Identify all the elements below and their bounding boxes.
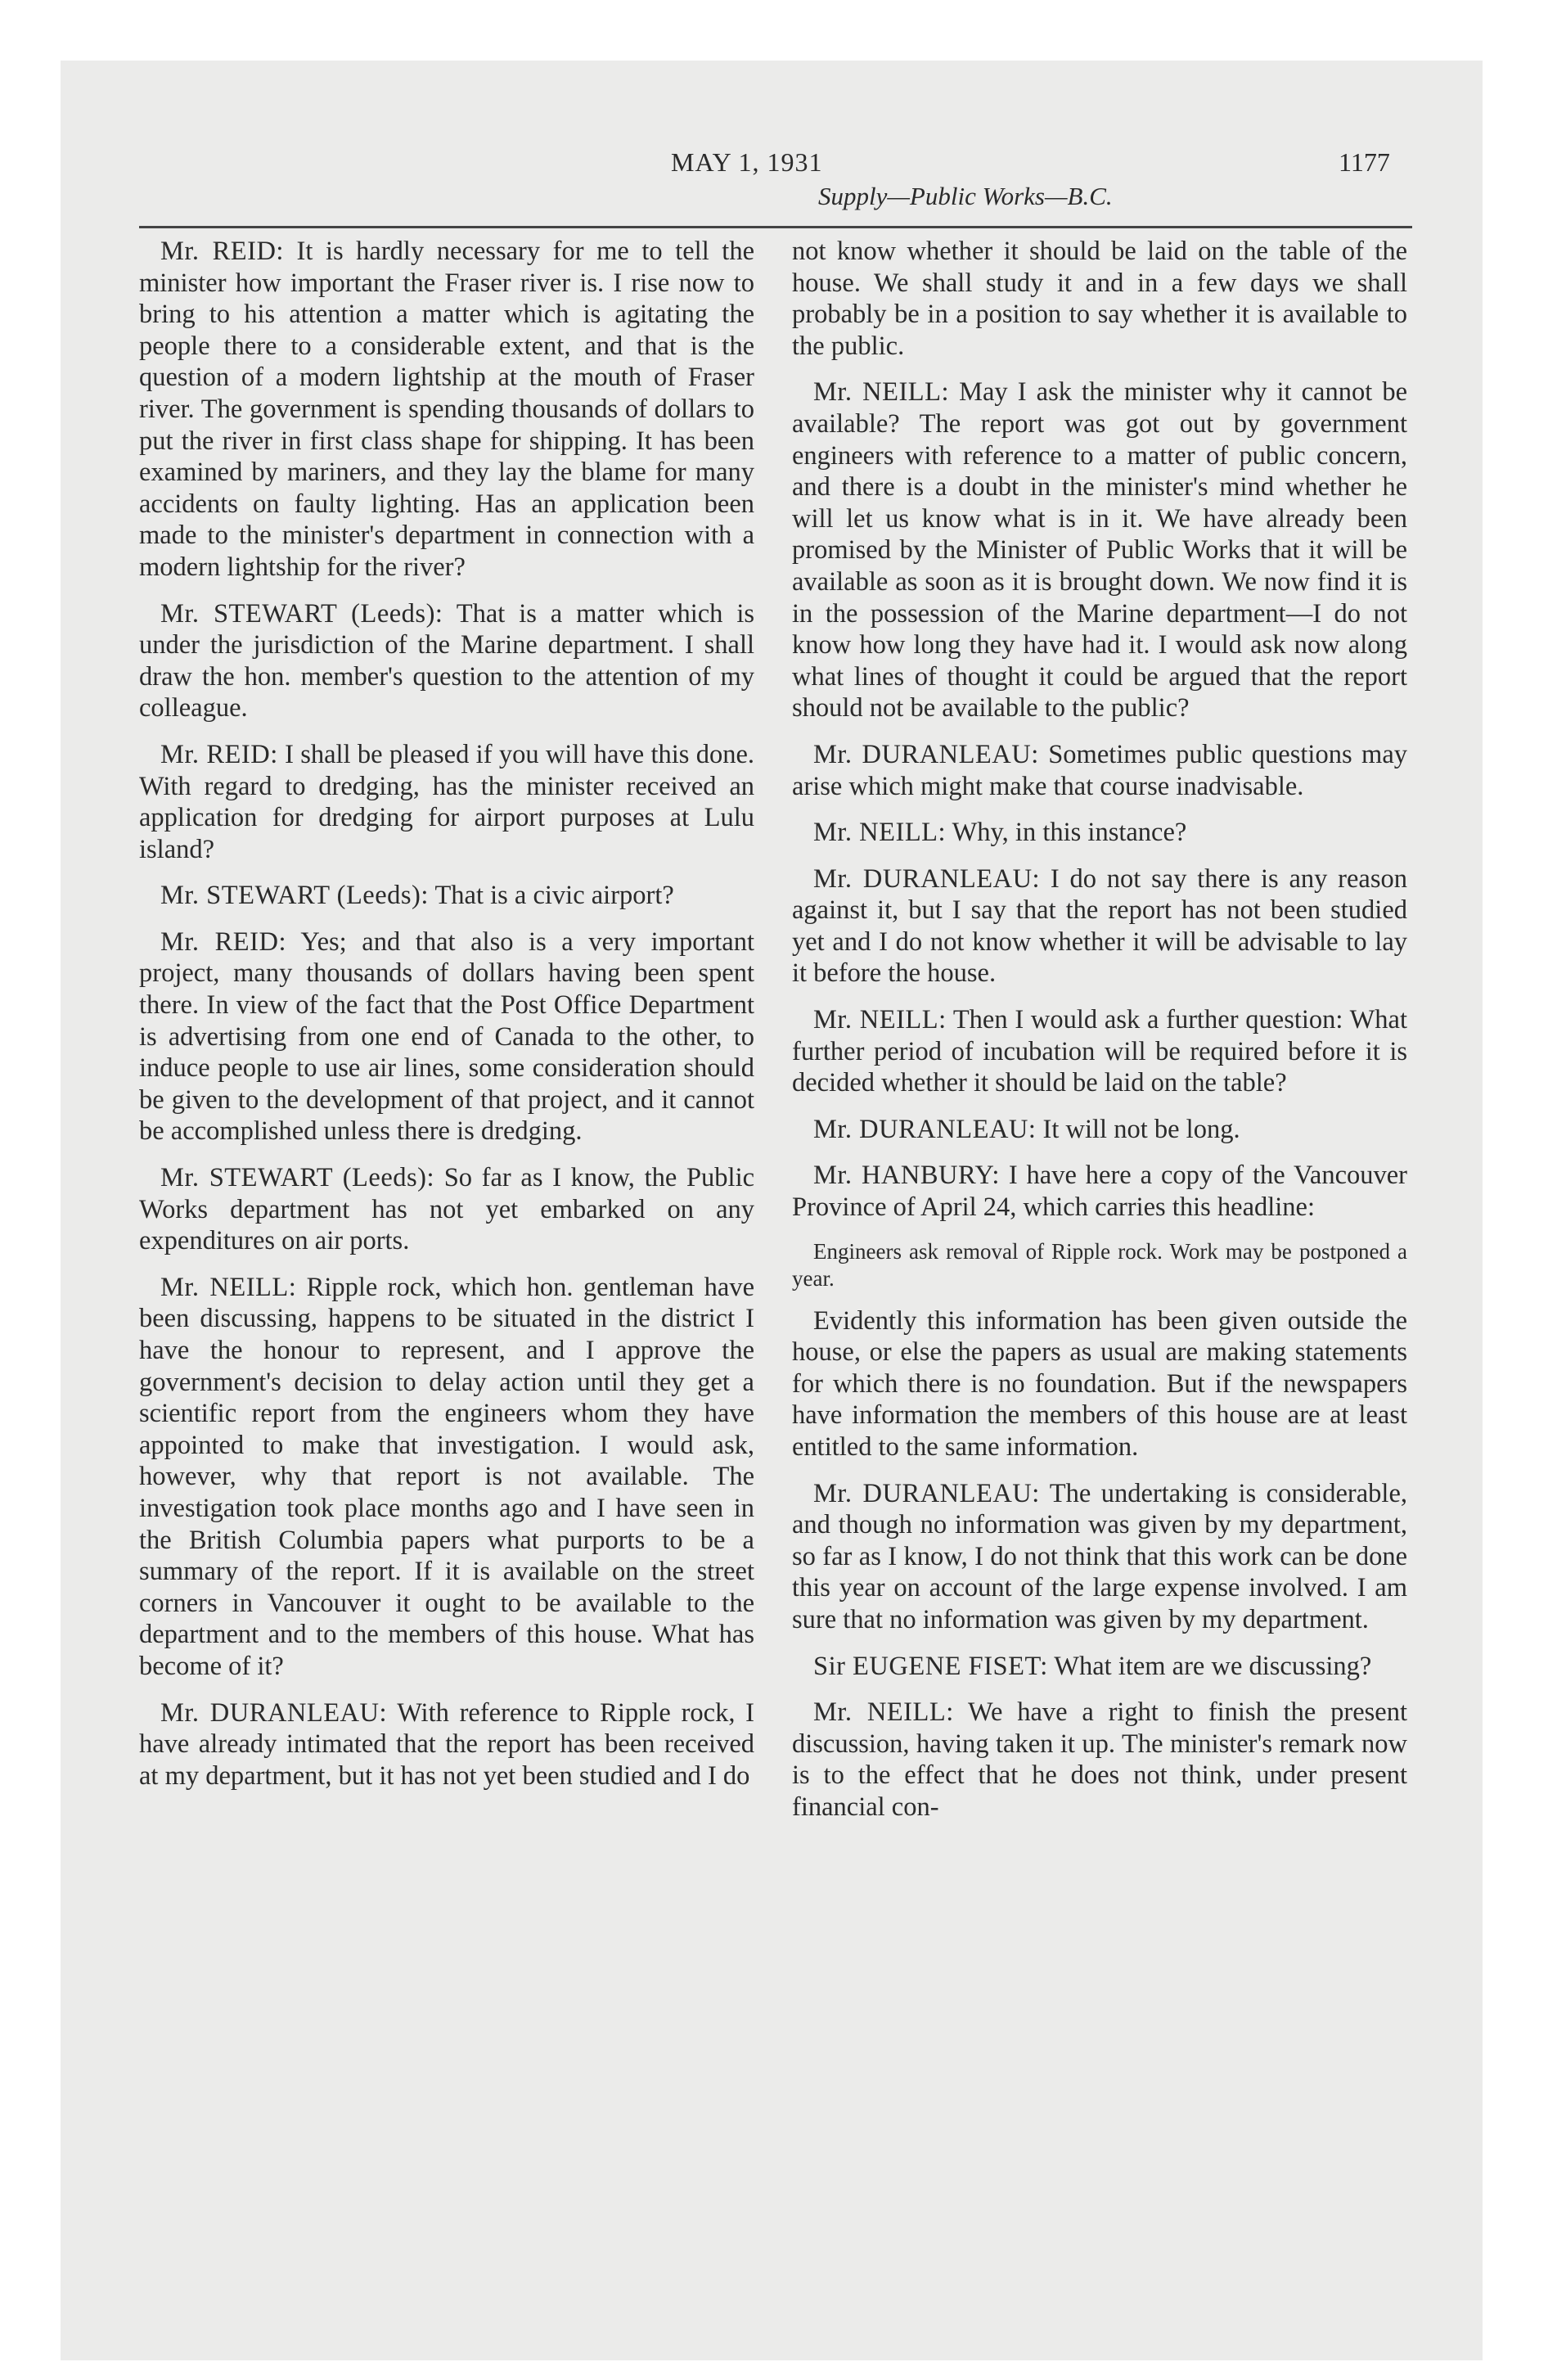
paragraph <box>792 863 1407 989</box>
speaker-name: Mr. REID: <box>160 237 284 266</box>
paragraph-text: That is a matter which is under the jurisdiction of the Marine department. I shall draw the hon. member's question to the attention of my colleague. <box>139 598 754 723</box>
paragraph-text: I shall be pleased if you will have this done. With regard to dredging, has the minister received an application for dredging for airport purposes at Lulu island? <box>139 739 755 864</box>
speaker-name: Mr. DURANLEAU: <box>813 1114 1037 1144</box>
paragraph-text: That is a civic airport? <box>434 881 674 911</box>
speaker-name: Mr. DURANLEAU: <box>813 1478 1040 1508</box>
speaker-name: Mr. STEWART (Leeds): <box>160 881 429 911</box>
speaker-name: Mr. NEILL: <box>813 1005 947 1035</box>
paragraph <box>792 376 1407 724</box>
paragraph <box>792 1004 1407 1099</box>
paragraph-text: It is hardly necessary for me to tell the minister how important the Fraser river is. I rise now to bring to his attention a matter which is agitating the people there to a considerable extent, and that is the question of a modern lightship at the mouth of Fraser river. The government is spending thousands of dollars to put the river in first class shape for shipping. It has been examined by mariners, and they lay the blame for many accidents on faulty lighting. Has an application been made to the minister's department in connection with a modern lightship for the river? <box>139 237 754 582</box>
speaker-name: Mr. NEILL: <box>813 377 950 408</box>
page-number: 1177 <box>1339 147 1390 177</box>
paragraph-text: Why, in this instance? <box>952 818 1187 848</box>
speaker-name: Mr. DURANLEAU: <box>813 863 1041 894</box>
paragraph <box>792 1305 1407 1463</box>
speaker-name: Sir EUGENE FISET: <box>813 1651 1048 1681</box>
paragraph-text: We have a right to finish the present discussion, having taken it up. The minister's remark now is to the effect that he does not think, under present financial con- <box>792 1697 1407 1822</box>
paragraph <box>139 1272 754 1683</box>
paragraph <box>139 1162 754 1257</box>
paragraph-text: Yes; and that also is a very important project, many thousands of dollars having been spent there. In view of the fact that the Post Office Department is advertising from one end of Canada to the other, to induce people to use air lines, some consideration should be given to the development of that project, and it cannot be accomplished unless there is dredging. <box>139 926 755 1147</box>
speaker-name: Mr. NEILL: <box>813 818 947 848</box>
paragraph <box>792 1651 1407 1683</box>
header-rule <box>139 226 1412 228</box>
paragraph-text: Then I would ask a further question: What further period of incubation will be required before it is decided whether it should be laid on the table? <box>792 1005 1407 1098</box>
section-heading: Supply—Public Works—B.C. <box>818 182 1113 210</box>
paragraph <box>139 236 754 584</box>
speaker-name: Mr. REID: <box>160 739 278 769</box>
paragraph-text: It will not be long. <box>1042 1114 1240 1144</box>
paragraph-text: not know whether it should be laid on the table of the house. We shall study it and in a few days we shall probably be in a position to say whether it is available to the public. <box>792 237 1407 361</box>
left-column <box>139 236 754 1806</box>
paragraph <box>139 926 754 1147</box>
paragraph-text: Sometimes public questions may arise which might make that course inadvisable. <box>792 739 1407 801</box>
speaker-name: Mr. STEWART (Leeds): <box>160 1163 434 1193</box>
paragraph <box>139 1697 754 1792</box>
paragraph-text: With reference to Ripple rock, I have already intimated that the report has been received at my department, but it has not yet been studied and I do <box>139 1697 754 1791</box>
paragraph <box>792 236 1407 362</box>
paragraph <box>792 1478 1407 1636</box>
speaker-name: Mr. DURANLEAU: <box>160 1697 388 1728</box>
paragraph-text: Evidently this information has been given outside the house, or else the papers as usual are making statements for which there is no foundation. But if the newspapers have information the members of this house are at least entitled to the same information. <box>792 1305 1407 1462</box>
paragraph <box>792 1160 1407 1223</box>
speaker-name: Mr. DURANLEAU: <box>813 739 1039 769</box>
quoted-headline <box>792 1238 1407 1292</box>
paragraph-text: The undertaking is considerable, and though no information was given by my department, so far as I know, I do not think that this work can be done this year on account of the large expense involved. I am sure that no information was given by my department. <box>792 1478 1408 1634</box>
paragraph-text: I do not say there is any reason against it, but I say that the report has not been studied yet and I do not know whether it will be advisable to lay it before the house. <box>792 863 1407 989</box>
paragraph-text: Ripple rock, which hon. gentleman have been discussing, happens to be situated in the district I have the honour to represent, and I approve the government's decision to delay action until they get a scientific report from the engineers whom they have appointed to make that investigation. I would ask, however, why that report is not available. The investigation took place months ago and I have seen in the British Columbia papers what purports to be a summary of the report. If it is available on the street corners in Vancouver it ought to be available to the department and to the members of this house. What has become of it? <box>139 1272 754 1681</box>
paragraph <box>792 1114 1407 1146</box>
paragraph <box>792 739 1407 802</box>
paragraph-text: May I ask the minister why it cannot be available? The report was got out by government engineers with reference to a matter of public concern, and there is a doubt in the minister's mind whether he will let us know what is in it. We have already been promised by the Minister of Public Works that it will be available as soon as it is brought down. We now find it is in the possession of the Marine department—I do not know how long they have had it. I would ask now along what lines of thought it could be argued that the report should not be available to the public? <box>792 377 1407 723</box>
speaker-name: Mr. NEILL: <box>813 1697 954 1728</box>
speaker-name: Mr. STEWART (Leeds): <box>160 598 443 629</box>
paragraph <box>139 739 754 865</box>
paragraph-text: So far as I know, the Public Works department has not yet embarked on any expenditures on air ports. <box>139 1163 755 1256</box>
speaker-name: Mr. NEILL: <box>160 1272 297 1302</box>
right-column <box>792 236 1407 1838</box>
paragraph-text: I have here a copy of the Vancouver Province of April 24, which carries this headline: <box>792 1161 1407 1223</box>
speaker-name: Mr. REID: <box>160 926 286 957</box>
paragraph <box>139 598 754 724</box>
paragraph <box>792 1697 1407 1823</box>
paragraph <box>792 817 1407 849</box>
paragraph-text: What item are we discussing? <box>1054 1651 1372 1681</box>
page-date: MAY 1, 1931 <box>671 147 823 177</box>
paragraph-text: Engineers ask removal of Ripple rock. Work may be postponed a year. <box>792 1238 1407 1291</box>
speaker-name: Mr. HANBURY: <box>813 1161 1000 1191</box>
paragraph <box>139 880 754 912</box>
